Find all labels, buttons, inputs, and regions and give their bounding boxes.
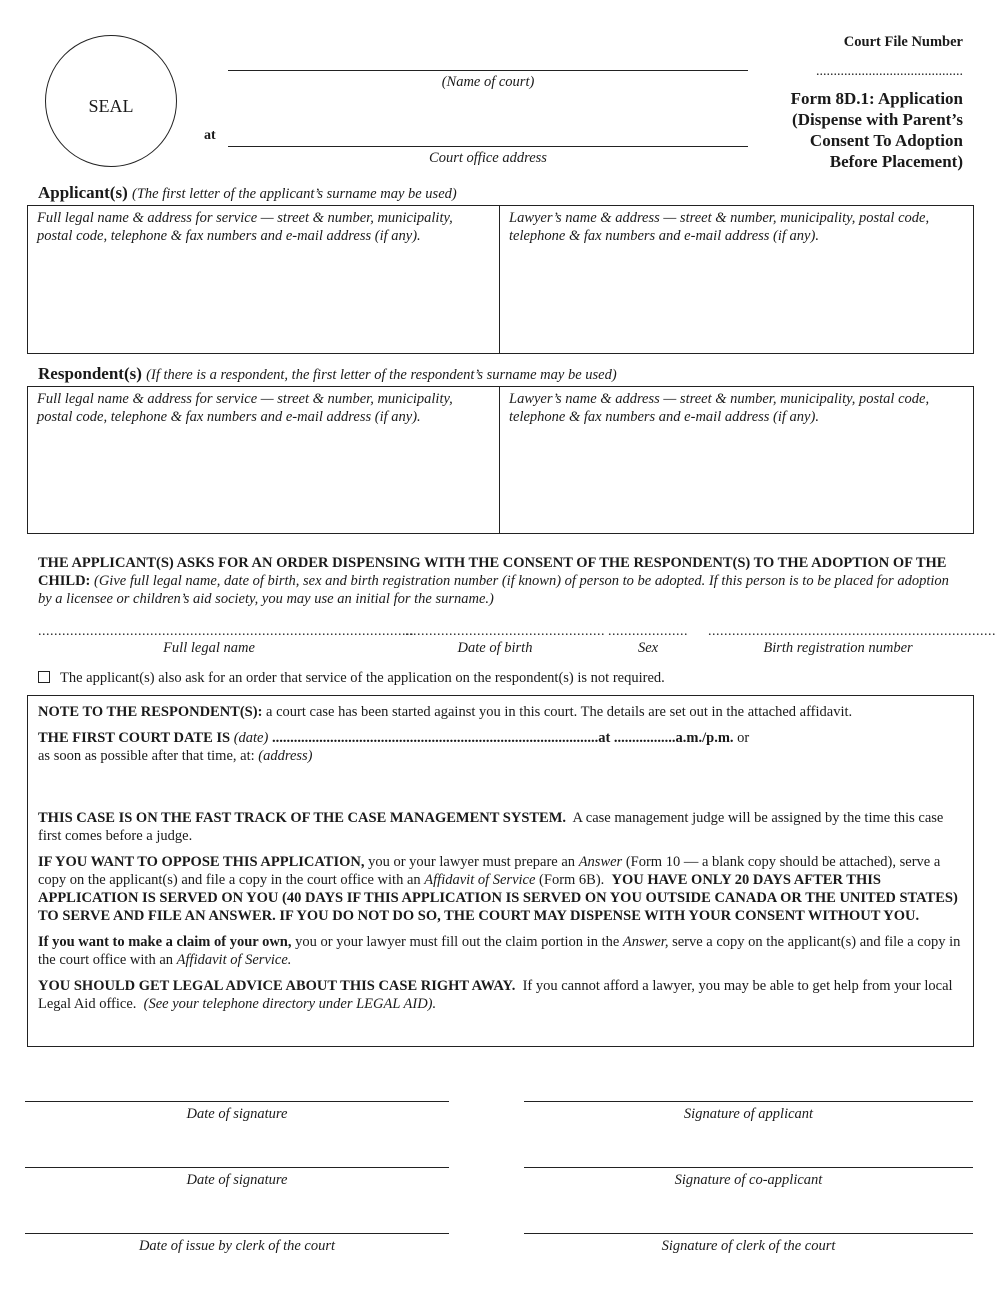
co-applicant-signature-line[interactable] xyxy=(524,1167,973,1168)
at-label: at xyxy=(204,128,216,143)
service-not-required-option[interactable] xyxy=(38,669,665,687)
clerk-signature-caption: Signature of clerk of the court xyxy=(661,1238,836,1254)
applicants-heading: Applicant(s) (The first letter of the applicant’s surname may be used) xyxy=(38,183,457,202)
court-address-line[interactable] xyxy=(228,146,748,147)
service-not-required-checkbox[interactable] xyxy=(38,671,50,683)
respondents-heading: Respondent(s) (If there is a respondent, the first letter of the respondent’s surname may be used) xyxy=(38,364,617,383)
birth-registration-caption: Birth registration number xyxy=(763,640,913,656)
respondent-party-cell[interactable]: Full legal name & address for service — street & number, municipality, postal code, telephone & fax numbers and e-mail address (if any). xyxy=(28,387,500,533)
court-name-caption: (Name of court) xyxy=(441,74,535,90)
date-of-signature-caption-1: Date of signature xyxy=(186,1106,288,1122)
note-p3: THIS CASE IS ON THE FAST TRACK OF THE CASE MANAGEMENT SYSTEM. A case management judge will be assigned by the time this case first comes before a judge. xyxy=(38,810,944,844)
date-of-issue-line[interactable] xyxy=(25,1233,449,1234)
applicant-signature-caption: Signature of applicant xyxy=(683,1106,814,1122)
court-time-field[interactable]: ................. xyxy=(613,730,676,746)
sex-field[interactable]: .................... xyxy=(608,624,688,639)
first-court-date: THE FIRST COURT DATE IS (date) ..........................................................................................at .................a.m./p.m. or xyxy=(38,730,750,746)
court-address-caption: Court office address xyxy=(429,150,547,166)
service-not-required-label: The applicant(s) also ask for an order that service of the application on the respondent(s) is not required. xyxy=(60,670,665,686)
respondent-lawyer-cell[interactable]: Lawyer’s name & address — street & number, municipality, postal code, telephone & fax numbers and e-mail address (if any). xyxy=(509,391,930,425)
court-file-number-label: Court File Number xyxy=(843,34,963,50)
court-address-line-note: as soon as possible after that time, at: (address) xyxy=(38,748,313,764)
date-of-issue-caption: Date of issue by clerk of the court xyxy=(138,1238,336,1254)
applicants-table xyxy=(27,205,974,354)
date-of-birth-caption: Date of birth xyxy=(457,640,533,656)
co-applicant-signature-caption: Signature of co-applicant xyxy=(674,1172,823,1188)
applicant-signature-line[interactable] xyxy=(524,1101,973,1102)
note-p4: IF YOU WANT TO OPPOSE THIS APPLICATION, you or your lawyer must prepare an Answer (Form 10 — a blank copy should be attached), serve a copy on the applicant(s) and file a copy in the court office with an Affidavit of Service (Form 6B). YOU HAVE ONLY 20 DAYS AFTER THIS APPLICATION IS SERVED ON YOU (40 DAYS IF THIS APPLICATION IS SERVED ON YOU OUTSIDE CANADA OR THE UNITED STATES) TO SERVE AND FILE AN ANSWER. IF YOU DO NOT DO SO, THE COURT MAY DISPENSE WITH YOUR CONSENT WITHOUT YOU. xyxy=(38,854,958,924)
date-of-signature-line-2[interactable] xyxy=(25,1167,449,1168)
clerk-signature-line[interactable] xyxy=(524,1233,973,1234)
respondents-table xyxy=(27,386,974,534)
applicant-lawyer-cell[interactable]: Lawyer’s name & address — street & number, municipality, postal code, telephone & fax numbers and e-mail address (if any). xyxy=(509,210,930,244)
form-title: Form 8D.1: Application (Dispense with Parent’s Consent To Adoption Before Placement) xyxy=(790,89,963,171)
court-date-field[interactable]: .......................................................................................... xyxy=(271,730,599,746)
full-legal-name-caption: Full legal name xyxy=(163,640,255,656)
birth-registration-field[interactable]: ........................................................................ xyxy=(708,624,996,639)
sex-caption: Sex xyxy=(637,640,659,656)
date-of-signature-line-1[interactable] xyxy=(25,1101,449,1102)
court-name-line[interactable] xyxy=(228,70,748,71)
date-of-birth-field[interactable]: .................................................. xyxy=(405,624,605,639)
seal-circle xyxy=(45,35,177,167)
full-legal-name-field[interactable]: .............................................................................................. xyxy=(38,624,414,639)
note-to-respondent-box xyxy=(27,695,974,1047)
seal-label: SEAL xyxy=(88,96,134,116)
note-p6: YOU SHOULD GET LEGAL ADVICE ABOUT THIS CASE RIGHT AWAY. If you cannot afford a lawyer, you may be able to get help from your local Legal Aid office. (See your telephone directory under LEGAL AID). xyxy=(38,978,953,1012)
note-p5: If you want to make a claim of your own, you or your lawyer must fill out the claim portion in the Answer, serve a copy on the applicant(s) and file a copy in the court office with an Affidavit of Service. xyxy=(38,934,961,968)
applicant-party-cell[interactable]: Full legal name & address for service — street & number, municipality, postal code, telephone & fax numbers and e-mail address (if any). xyxy=(28,206,500,353)
order-request-paragraph: THE APPLICANT(S) ASKS FOR AN ORDER DISPENSING WITH THE CONSENT OF THE RESPONDENT(S) TO THE ADOPTION OF THE CHILD: (Give full legal name, date of birth, sex and birth registration number (if known) of person to be adopted. If this person is to be placed for adoption by a licensee or children’s aid society, you may use an initial for the surname.) xyxy=(38,555,949,607)
court-file-number-field[interactable]: .......................................... xyxy=(816,64,963,79)
date-of-signature-caption-2: Date of signature xyxy=(186,1172,288,1188)
note-p1: NOTE TO THE RESPONDENT(S): a court case has been started against you in this court. The details are set out in the attached affidavit. xyxy=(38,704,853,720)
